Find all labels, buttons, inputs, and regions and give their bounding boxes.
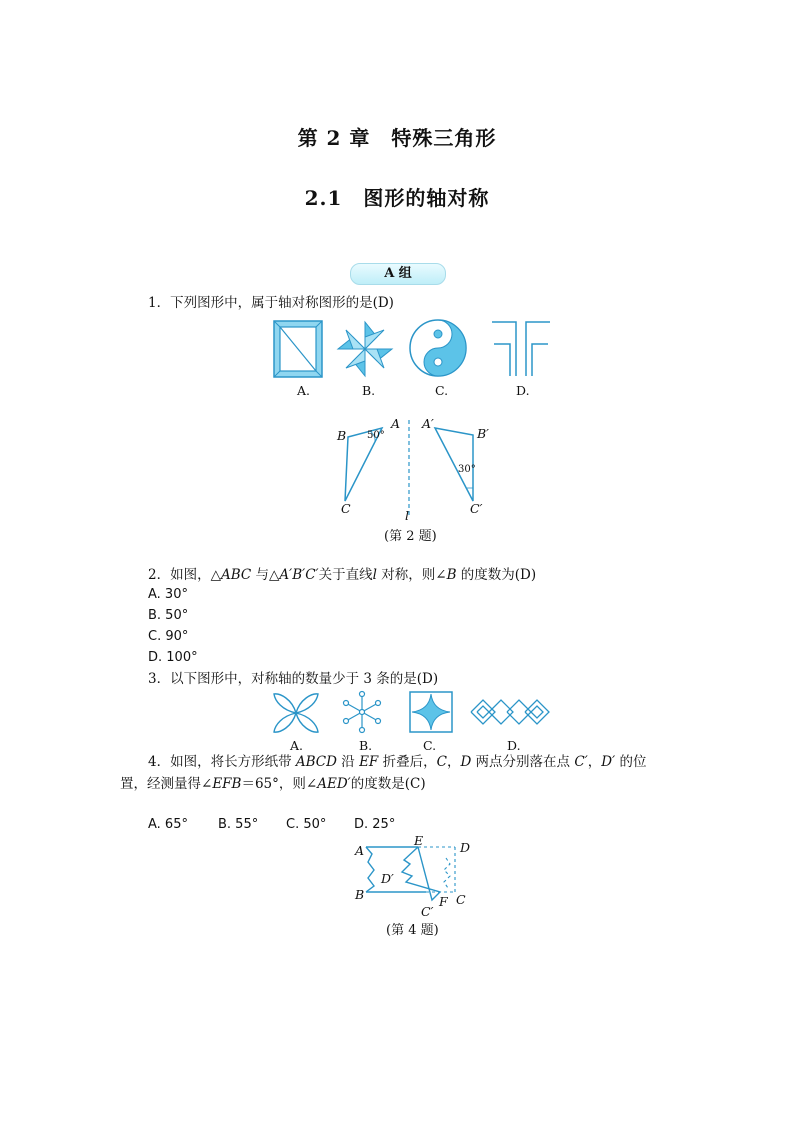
q4-point-b: B: [355, 887, 365, 902]
q4-point-c: C: [456, 892, 466, 907]
q2-option-c: C. 90°: [148, 629, 189, 644]
q2-angle-50: 50°: [367, 430, 385, 441]
q3-figure-d: [469, 696, 551, 728]
q4-point-c-prime: C′: [421, 904, 434, 919]
q2-point-b: B: [337, 428, 347, 443]
q2-point-a-prime: A′: [422, 416, 434, 431]
q2-point-a: A: [391, 416, 401, 431]
q1-label-d: D.: [516, 383, 530, 398]
question-2-text: 2．如图，△ABC 与△A′B′C′关于直线l 对称，则∠B 的度数为(D): [148, 567, 537, 583]
question-3-text: 3．以下图形中，对称轴的数量少于 3 条的是(D): [148, 671, 439, 687]
q1-label-c: C.: [435, 383, 449, 398]
group-badge: A 组: [350, 263, 446, 285]
chapter-title: 第 2 章 特殊三角形: [297, 126, 497, 150]
q4-point-a: A: [355, 843, 365, 858]
q2-axis-label: l: [405, 508, 409, 523]
q4-point-e: E: [414, 833, 424, 848]
q3-figure-b: [340, 690, 384, 734]
q1-figure-d: [490, 320, 552, 378]
q4-caption: (第 4 题): [386, 923, 439, 938]
q2-point-b-prime: B′: [477, 426, 490, 441]
q4-point-d: D: [460, 840, 471, 855]
q2-option-a: A. 30°: [148, 587, 188, 602]
q3-figure-a: [272, 692, 320, 734]
q2-option-d: D. 100°: [148, 650, 198, 665]
q3-figure-c: [409, 691, 453, 733]
question-1-text: 1．下列图形中，属于轴对称图形的是(D): [148, 295, 394, 311]
q4-point-f: F: [439, 894, 448, 909]
q1-label-b: B.: [362, 383, 376, 398]
section-title: 2.1 图形的轴对称: [304, 186, 490, 210]
q2-point-c-prime: C′: [470, 501, 483, 516]
q4-point-d-prime: D′: [381, 871, 394, 886]
q4-option-b: B. 55°: [218, 817, 259, 832]
q1-figure-c: [408, 318, 468, 378]
q3-label-c: C.: [423, 738, 437, 753]
q2-point-c: C: [341, 501, 351, 516]
q1-figure-b: [335, 320, 395, 378]
q3-label-a: A.: [290, 738, 304, 753]
q1-figure-a: [273, 320, 323, 378]
q1-label-a: A.: [297, 383, 311, 398]
q4-option-a: A. 65°: [148, 817, 188, 832]
q4-option-d: D. 25°: [354, 817, 396, 832]
q2-angle-30: 30°: [458, 464, 476, 475]
q3-label-d: D.: [507, 738, 521, 753]
question-4-line-1: 4．如图，将长方形纸带 ABCD 沿 EF 折叠后，C，D 两点分别落在点 C′，D′ 的位: [148, 754, 647, 770]
q2-caption: (第 2 题): [384, 529, 437, 544]
question-4-line-2: 置，经测量得∠EFB＝65°，则∠AED′的度数是(C): [120, 776, 426, 792]
q2-option-b: B. 50°: [148, 608, 189, 623]
q4-option-c: C. 50°: [286, 817, 327, 832]
q3-label-b: B.: [359, 738, 373, 753]
